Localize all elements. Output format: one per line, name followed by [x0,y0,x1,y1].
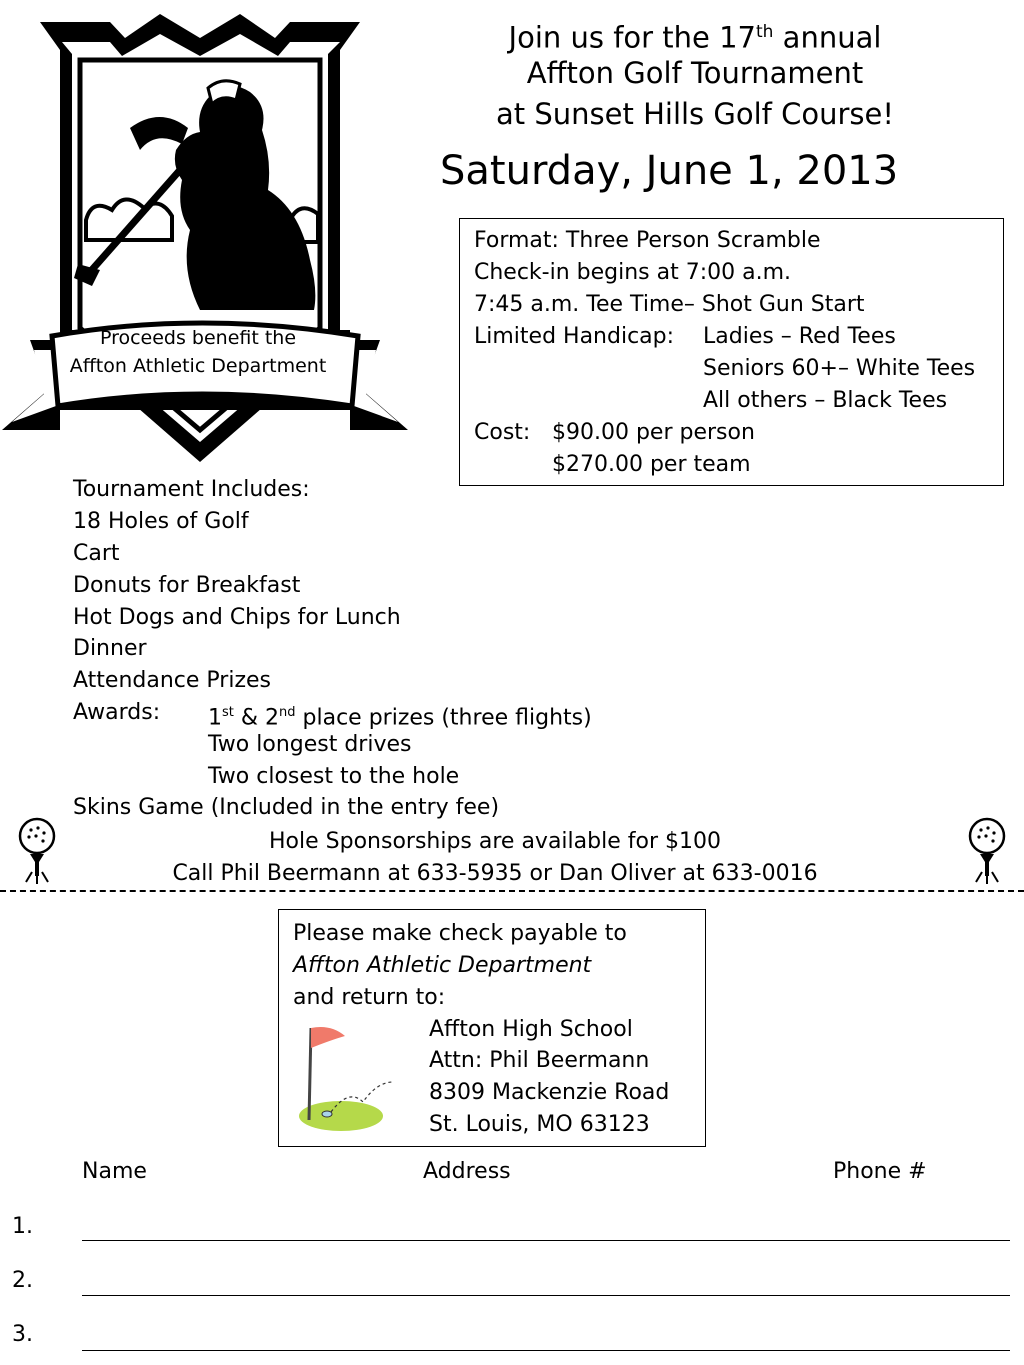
includes-item: Cart [73,541,120,566]
address-street: 8309 Mackenzie Road [429,1080,670,1105]
checkin-text: Check-in begins at 7:00 a.m. [474,260,792,285]
signup-line[interactable] [82,1295,1010,1296]
invite-line-post: annual [773,20,882,55]
format-text: Format: Three Person Scramble [474,228,821,253]
signup-line[interactable] [82,1240,1010,1241]
address-city: St. Louis, MO 63123 [429,1112,650,1137]
row-number: 1. [12,1214,33,1239]
handicap-seniors: Seniors 60+– White Tees [703,356,976,381]
skins-game: Skins Game (Included in the entry fee) [73,795,500,820]
invite-line-pre: Join us for the 17 [508,20,757,55]
invite-line [430,12,960,59]
award-placement-second: & 2 [233,705,280,731]
return-instruction: and return to: [293,985,446,1010]
address-school: Affton High School [429,1017,633,1042]
awards-label: Awards: [73,700,161,725]
cut-line-divider [0,890,1024,892]
address-attn: Attn: Phil Beermann [429,1048,650,1073]
award-placement-rest: place prizes (three flights) [295,705,592,731]
handicap-others: All others – Black Tees [703,388,948,413]
payment-box [278,909,706,1147]
event-date: Saturday, June 1, 2013 [440,148,899,194]
includes-item: 18 Holes of Golf [73,509,249,534]
sponsorship-offer: Hole Sponsorships are available for $100 [269,829,721,854]
column-phone: Phone # [833,1159,927,1184]
award-ordinal-st: st [222,705,234,720]
golfer-crest-logo [0,10,410,470]
includes-item: Dinner [73,636,147,661]
column-name: Name [82,1159,147,1184]
sponsorship-contact: Call Phil Beermann at 633-5935 or Dan Oliver at 633-0016 [172,861,818,886]
invite-line-ordinal: th [756,22,774,42]
row-number: 2. [12,1268,33,1293]
handicap-ladies: Ladies – Red Tees [703,324,896,349]
row-number: 3. [12,1322,33,1347]
event-details-box [459,218,1004,486]
payee-name: Affton Athletic Department [293,953,592,978]
course-name: at Sunset Hills Golf Course! [496,97,894,131]
includes-item: Hot Dogs and Chips for Lunch [73,605,401,630]
teetime-text: 7:45 a.m. Tee Time– Shot Gun Start [474,292,865,317]
award-closest-hole: Two closest to the hole [208,764,460,789]
tournament-name: Affton Golf Tournament [526,56,864,90]
crest-ribbon-text-line1: Proceeds benefit the [99,327,297,349]
crest-ribbon-text-line2: Affton Athletic Department [69,355,327,377]
cost-per-team: $270.00 per team [552,452,751,477]
cost-per-person: $90.00 per person [552,420,755,445]
award-placement-first: 1 [208,705,222,731]
award-longest-drive: Two longest drives [208,732,412,757]
golf-flag-green-icon [297,1022,397,1134]
column-address: Address [423,1159,511,1184]
payment-instruction: Please make check payable to [293,921,627,946]
includes-heading: Tournament Includes: [73,477,310,502]
signup-line[interactable] [82,1350,1010,1351]
cost-label: Cost: [474,420,531,445]
includes-item: Attendance Prizes [73,668,271,693]
handicap-label: Limited Handicap: [474,324,675,349]
includes-item: Donuts for Breakfast [73,573,301,598]
award-ordinal-nd: nd [279,705,296,720]
